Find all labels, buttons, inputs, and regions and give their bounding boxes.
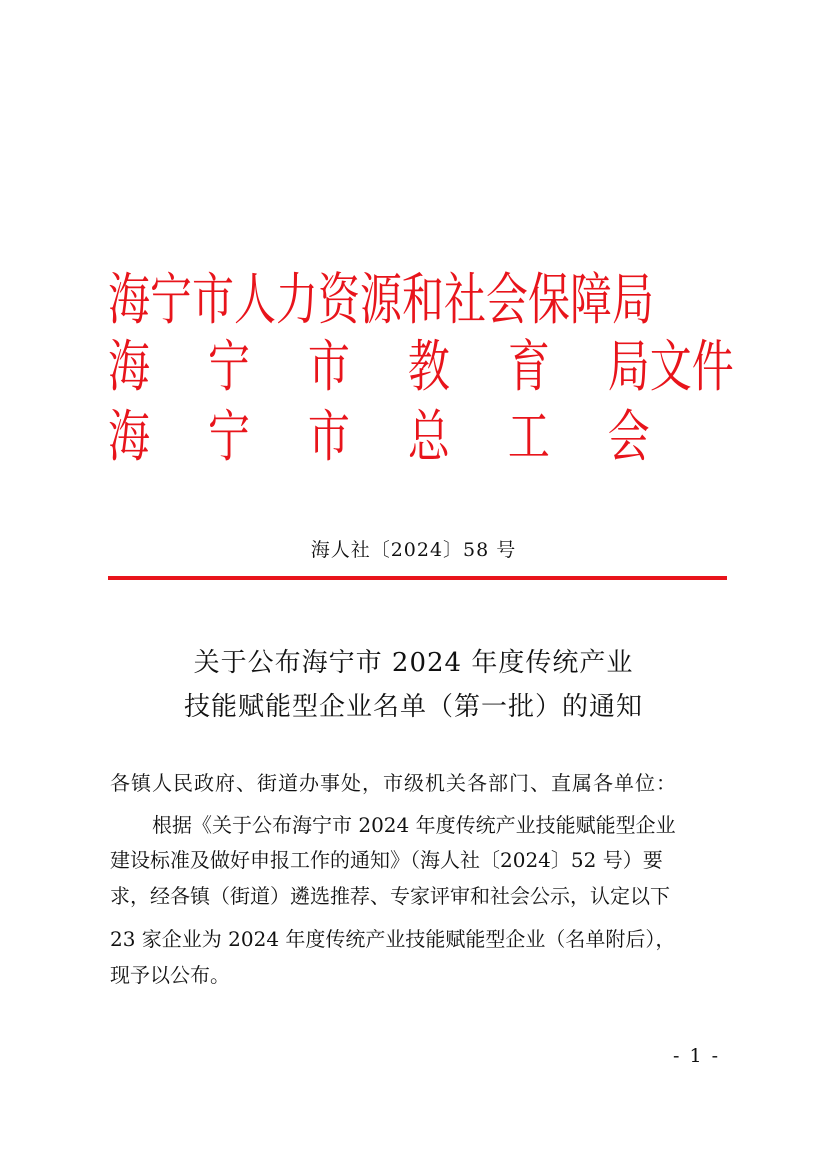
issuer-char: 宁 [207,404,250,470]
document-number: 海人社〔2024〕58 号 [310,539,517,561]
issuer-char: 海 [108,267,150,333]
issuer-char: 力 [276,267,318,333]
issuer-char: 教 [407,334,450,400]
issuer-char: 总 [407,404,450,470]
body-text-line: 现予以公布。 [110,963,230,987]
issuer-char: 市 [307,404,350,470]
issuer-char: 和 [402,267,444,333]
issuer-row-trade-union [108,401,650,473]
body-text-line: 建设标准及做好申报工作的通知》（海人社〔2024〕52 号）要 [110,848,663,872]
issuer-char: 宁 [207,334,250,400]
issuer-char: 宁 [150,267,192,333]
issuer-char: 会 [607,404,650,470]
page-number: - 1 - [672,1045,720,1067]
body-text-line: 根据《关于公布海宁市 2024 年度传统产业技能赋能型企业 [152,813,676,837]
salutation: 各镇人民政府、街道办事处，市级机关各部门、直属各单位： [110,771,677,795]
notice-title-line-1: 关于公布海宁市 2024 年度传统产业 [193,648,634,678]
issuer-char: 市 [192,267,234,333]
body-text-line: 23 家企业为 2024 年度传统产业技能赋能型企业（名单附后）， [110,927,676,951]
issuer-char: 育 [507,334,550,400]
issuer-row-hr-bureau [108,264,654,336]
red-separator-line [108,576,727,580]
issuer-row-education-bureau [108,331,734,403]
issuer-char: 市 [307,334,350,400]
issuer-char: 障 [570,267,612,333]
issuer-char: 海 [108,334,150,400]
issuer-char: 海 [108,404,150,470]
issuer-char: 源 [360,267,402,333]
document-char: 件 [691,334,734,400]
issuer-char: 保 [528,267,570,333]
issuer-char: 资 [318,267,360,333]
body-text-line: 求，经各镇（街道）遴选推荐、专家评审和社会公示，认定以下 [110,884,670,908]
issuer-char: 人 [234,267,276,333]
issuer-char: 局 [607,334,650,400]
issuer-char: 局 [612,267,654,333]
issuer-char: 社 [444,267,486,333]
notice-title-line-2: 技能赋能型企业名单（第一批）的通知 [183,692,643,722]
issuer-char: 会 [486,267,528,333]
document-char: 文 [649,334,692,400]
issuer-char: 工 [507,404,550,470]
